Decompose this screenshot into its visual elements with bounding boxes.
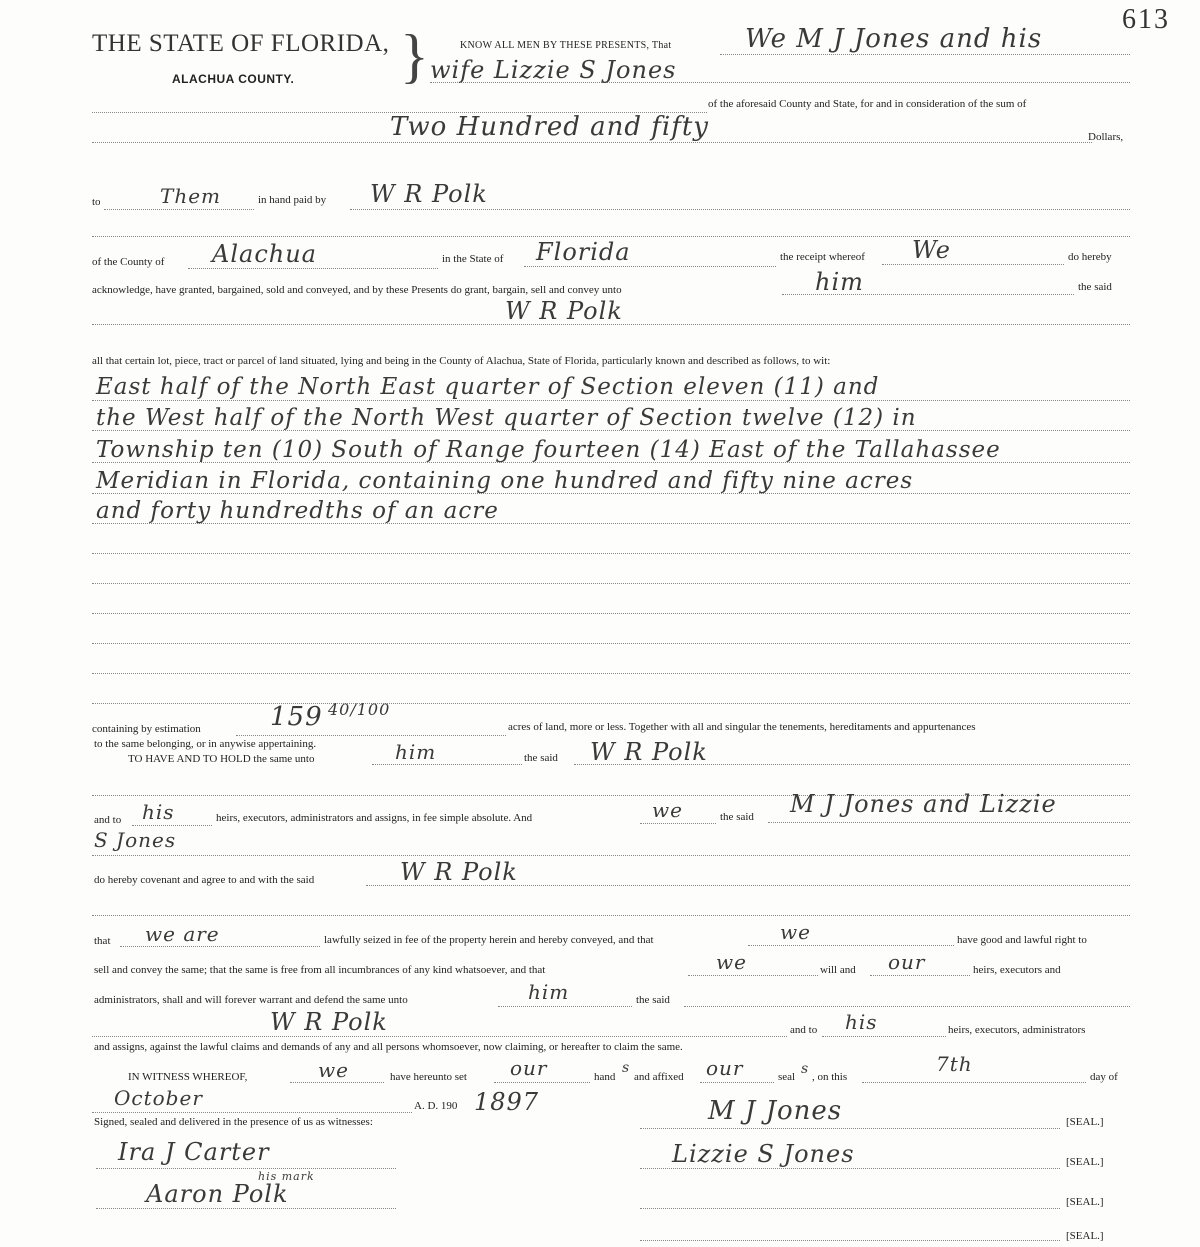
- hold-said-value: W R Polk: [590, 738, 708, 766]
- will-our-value: our: [888, 950, 926, 974]
- brace-icon: }: [400, 23, 429, 89]
- the-said-label: the said: [1078, 281, 1112, 293]
- estimation-whole: 159: [270, 702, 323, 732]
- convey-unto-value: him: [815, 268, 864, 296]
- county-value: Alachua: [212, 240, 317, 268]
- set-our-value: our: [510, 1056, 548, 1080]
- on-this-label: , on this: [812, 1071, 848, 1083]
- the-said-label-3: the said: [720, 811, 754, 823]
- month-value: October: [114, 1086, 203, 1110]
- estimation-fraction: 40/100: [328, 700, 391, 719]
- receipt-label: the receipt whereof: [780, 251, 865, 263]
- said-names-value-1: M J Jones and Lizzie: [790, 790, 1057, 818]
- seal-4: [SEAL.]: [1066, 1230, 1104, 1242]
- affixed-our-value: our: [706, 1056, 744, 1080]
- state-title: THE STATE OF FLORIDA,: [92, 30, 390, 57]
- grantee-value: W R Polk: [505, 297, 623, 325]
- said-names-value-2: S Jones: [94, 828, 177, 852]
- the-said-label-4: the said: [636, 994, 670, 1006]
- know-all-men: KNOW ALL MEN BY THESE PRESENTS, That: [460, 40, 672, 51]
- seal-s-value: s: [801, 1061, 810, 1077]
- to-have-text: TO HAVE AND TO HOLD the same unto: [128, 753, 315, 765]
- day-of-label: day of: [1090, 1071, 1118, 1083]
- and-affixed-label: and affixed: [634, 1071, 684, 1083]
- covenant-text: do hereby covenant and agree to and with the said: [94, 874, 315, 886]
- grantors-line2: wife Lizzie S Jones: [430, 56, 677, 84]
- witness-2-mark: his mark: [258, 1170, 315, 1183]
- do-hereby-label: do hereby: [1068, 251, 1112, 263]
- containing-label: containing by estimation: [92, 723, 201, 735]
- state-label: in the State of: [442, 253, 504, 265]
- have-good-text: have good and lawful right to: [957, 934, 1087, 946]
- signature-1: M J Jones: [708, 1096, 843, 1126]
- receipt-value: We: [912, 236, 951, 264]
- acres-text: acres of land, more or less. Together with all and singular the tenements, hereditaments and appurtenances: [508, 721, 976, 733]
- that-label: that: [94, 935, 111, 947]
- hand-label: hand: [594, 1071, 616, 1083]
- description-line: the West half of the North West quarter of Section twelve (12) in: [96, 405, 917, 431]
- acknowledge-text: acknowledge, have granted, bargained, sold and conveyed, and by these Presents do grant, bargain, sell and convey unto: [92, 284, 622, 296]
- that-3-value: we: [716, 950, 747, 974]
- belonging-text: to the same belonging, or in anywise appertaining.: [94, 738, 317, 750]
- witness-we-value: we: [318, 1058, 349, 1082]
- county-title: ALACHUA COUNTY.: [172, 72, 295, 86]
- s-mark-value: s: [622, 1060, 631, 1076]
- hold-unto-value: him: [395, 740, 437, 764]
- heirs-text: heirs, executors, administrators and assigns, in fee simple absolute. And: [216, 812, 533, 824]
- witness-2: Aaron Polk: [146, 1180, 289, 1208]
- administrators-text: administrators, shall and will forever warrant and defend the same unto: [94, 994, 408, 1006]
- description-line: Township ten (10) South of Range fourteen (14) East of the Tallahassee: [96, 437, 1001, 463]
- to-value: Them: [160, 184, 222, 208]
- defend-his-value: his: [845, 1010, 878, 1034]
- day-value: 7th: [936, 1052, 973, 1076]
- year-value: 1897: [474, 1088, 540, 1116]
- dollars-label: Dollars,: [1088, 131, 1124, 143]
- county-label: of the County of: [92, 256, 165, 268]
- grantors-line1: We M J Jones and his: [745, 24, 1043, 54]
- lawfully-text: lawfully seized in fee of the property herein and hereby conveyed, and that: [324, 934, 654, 946]
- seal-label: seal: [778, 1071, 796, 1083]
- all-that-certain-text: all that certain lot, piece, tract or parcel of land situated, lying and being in the County of Alachua, State of Florida, particularly known and described as follows, to wit:: [92, 355, 831, 367]
- sum-value: Two Hundred and fifty: [390, 112, 709, 142]
- paid-by-label: in hand paid by: [258, 194, 327, 206]
- covenant-with-value: W R Polk: [400, 858, 518, 886]
- will-and-label: will and: [820, 964, 856, 976]
- paid-by-value: W R Polk: [370, 180, 488, 208]
- in-witness-label: IN WITNESS WHEREOF,: [128, 1071, 248, 1083]
- to-label: to: [92, 196, 101, 208]
- seal-2: [SEAL.]: [1066, 1156, 1104, 1168]
- seal-1: [SEAL.]: [1066, 1116, 1104, 1128]
- defend-unto-value: him: [528, 980, 570, 1004]
- heirs-exec-label-2: heirs, executors, administrators: [948, 1024, 1086, 1036]
- description-line: and forty hundredths of an acre: [96, 498, 499, 524]
- witness-1: Ira J Carter: [118, 1138, 270, 1166]
- signature-2: Lizzie S Jones: [672, 1140, 855, 1168]
- have-hereunto-label: have hereunto set: [390, 1071, 467, 1083]
- and-to-label-2: and to: [790, 1024, 818, 1036]
- and-to-label: and to: [94, 814, 122, 826]
- sell-convey-text: sell and convey the same; that the same is free from all incumbrances of any kind whatsoever, and that: [94, 964, 546, 976]
- and-who-value: we: [652, 798, 683, 822]
- signed-sealed-text: Signed, sealed and delivered in the presence of us as witnesses:: [94, 1116, 373, 1128]
- ad-label: A. D. 190: [414, 1100, 458, 1112]
- that-we-value: we are: [145, 922, 220, 946]
- state-value: Florida: [536, 238, 631, 266]
- description-line: East half of the North East quarter of Section eleven (11) and: [96, 374, 880, 400]
- that-2-value: we: [780, 920, 811, 944]
- and-assigns-text: and assigns, against the lawful claims and demands of any and all persons whomsoever, now claiming, or hereafter to claim the same.: [94, 1041, 683, 1053]
- heirs-exec-label: heirs, executors and: [973, 964, 1061, 976]
- the-said-label-2: the said: [524, 752, 558, 764]
- and-to-value: his: [142, 800, 175, 824]
- description-line: Meridian in Florida, containing one hundred and fifty nine acres: [96, 468, 914, 494]
- page-number: 613: [1122, 4, 1170, 35]
- aforesaid-text: of the aforesaid County and State, for and in consideration of the sum of: [708, 98, 1027, 110]
- seal-3: [SEAL.]: [1066, 1196, 1104, 1208]
- defend-said-value: W R Polk: [270, 1008, 388, 1036]
